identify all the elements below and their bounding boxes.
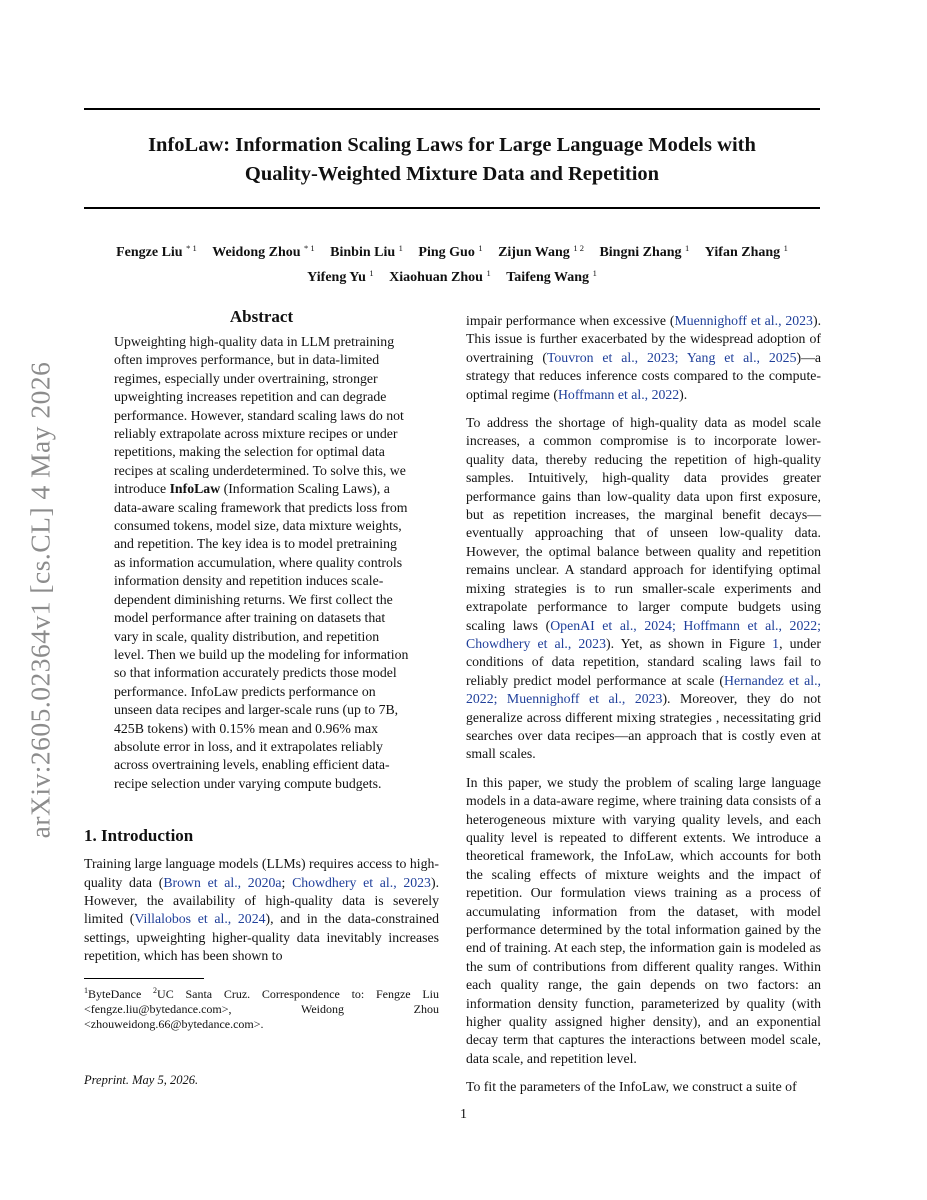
footnote-rule <box>84 978 204 979</box>
citation-link[interactable]: OpenAI et al., 2024; Hoffmann et al., 2022; Chowdhery et al., 2023 <box>466 617 821 651</box>
author: Binbin Liu $^1$ <box>330 243 403 260</box>
citation-link[interactable]: Chowdhery et al., 2023 <box>292 874 431 890</box>
body-paragraph: To address the shortage of high-quality data as model scale increases, a common compromise is to incorporate lower-quality data, thereby reducing the repetition of high-quality samples. Intuitively, high-quality data provides greater performance gains than low-quality data upon first exposure, but as repetition increases, the marginal benefit decays—eventually approaching that of unseen low-quality data. However, the optimal balance between quality and repetition remains unclear. A standard approach for identifying optimal mixing strategies is to run smaller-scale experiments and extrapolate performance to larger compute budgets using scaling laws (OpenAI et al., 2024; Hoffmann et al., 2022; Chowdhery et al., 2023). Yet, as shown in Figure 1, under conditions of data repetition, standard scaling laws fail to reliably predict model performance at scale (Hernandez et al., 2022; Muennighoff et al., 2023). Moreover, they do not generalize across different mixing strategies , necessitating grid searches over data recipes—an approach that is costly even at small scales. <box>466 415 822 762</box>
citation-link[interactable]: Hernandez et al., 2022; Muennighoff et al., 2023 <box>466 672 821 707</box>
title-line-2: Quality-Weighted Mixture Data and Repetition <box>244 163 660 185</box>
citation-link[interactable]: Villalobos et al., 2024 <box>134 911 266 927</box>
body-paragraph: To fit the parameters of the InfoLaw, we construct a suite of <box>466 1079 797 1095</box>
intro-paragraph: Training large language models (LLMs) requires access to high-quality data (Brown et al., 2020a; Chowdhery et al., 2023). However, the availability of high-quality data is severely limited (Villalobos et al., 2024), and in the data-constrained settings, upweighting higher-quality data inevitably increases repetition, which has been shown to <box>84 856 440 964</box>
citation-link[interactable]: Muennighoff et al., 2023 <box>674 313 813 328</box>
abstract-body: Upweighting high-quality data in LLM pretraining often improves performance, but in data-limited regimes, especially under overtraining, stronger upweighting increases repetition and can degrade performance. However, standard scaling laws do not reliably extrapolate across mixture recipes or under repetitions, making the selection for optimal data recipes at scaling underdetermined. To solve this, we introduce InfoLaw (Information Scaling Laws), a data-aware scaling framework that predicts loss from consumed tokens, model size, data mixture weights, and repetition. The key idea is to model pretraining as information accumulation, where quality controls information density and repetition induces scale-dependent diminishing returns. We first collect the model performance after training on datasets that vary in scale, quality distribution, and repetition level. Then we build up the modeling for information so that information accurately predicts those model performance. InfoLaw predicts performance on unseen data recipes and larger-scale runs (up to 7B, 425B tokens) with 0.15% mean and 0.96% max absolute error in loss, and it extrapolates reliably across overtraining levels, enabling efficient data-recipe selection under varying compute budgets. <box>114 334 409 791</box>
right-column <box>466 312 821 1107</box>
citation-link[interactable]: Hoffmann et al., 2022 <box>557 386 680 402</box>
preprint-note: Preprint. May 5, 2026. <box>84 1073 199 1087</box>
author-list <box>84 238 820 288</box>
author-line-1 <box>84 238 820 263</box>
author-line-2 <box>84 263 820 288</box>
author: Taifeng Wang $^1$ <box>506 268 597 285</box>
left-column <box>84 306 439 1032</box>
author: Yifeng Yu $^1$ <box>307 268 374 285</box>
arxiv-stamp-text: arXiv:2605.02364v1 [cs.CL] 4 May 2026 <box>24 361 55 839</box>
title-top-rule <box>84 108 820 110</box>
citation-link[interactable]: Touvron et al., 2023; Yang et al., 2025 <box>546 349 797 365</box>
author: Yifan Zhang $^1$ <box>704 243 788 260</box>
author: Bingni Zhang $^1$ <box>599 243 690 260</box>
body-paragraph: impair performance when excessive (Muennighoff et al., 2023). This issue is further exacerbated by the widespread adoption of overtraining (Touvron et al., 2023; Yang et al., 2025)—a strategy that reduces inference costs compared to the compute-optimal regime (Hoffmann et al., 2022). <box>466 313 822 402</box>
abstract-heading: Abstract <box>229 307 294 326</box>
author: Xiaohuan Zhou $^1$ <box>389 268 491 285</box>
author: Weidong Zhou $^{* 1}$ <box>212 243 315 260</box>
author: Fengze Liu $^{* 1}$ <box>116 243 197 260</box>
citation-link[interactable]: Brown et al., 2020a <box>163 874 282 890</box>
affiliation-footnote: $^1$ByteDance $^2$UC Santa Cruz. Correspondence to: Fengze Liu <fengze.liu@bytedance.com>, Weidong Zhou <zhouweidong.66@bytedance.com>. <box>84 985 439 1031</box>
body-paragraph: In this paper, we study the problem of scaling large language models in a data-aware regime, where training data consists of a heterogeneous mixture with varying quality levels, and each quality level is repeated to different extents. We introduce a theoretical framework, the InfoLaw, which accounts for both the scaling effects of mixture weights and the impact of repetition. Our formulation views training as a process of accumulating information from the dataset, with model performance determined by the total information gained by the end of training. At each step, the information gain is modeled as the sum of contributions from different quality ranges. Within each quality range, the gain depends on two factors: an information density function, parameterized by quality (with higher quality assigned higher density), and an exponential decay term that captures the interactions between model scale, data scale, and repetition level. <box>466 774 821 1066</box>
arxiv-stamp <box>20 335 60 865</box>
section-heading-introduction: 1. Introduction <box>84 826 194 846</box>
author: Ping Guo $^1$ <box>418 243 483 260</box>
paper-title <box>84 131 820 189</box>
author: Zijun Wang $^{1 2}$ <box>498 243 584 260</box>
page-number: 1 <box>460 1107 467 1122</box>
figure-ref-link[interactable]: 1 <box>772 635 780 651</box>
title-bottom-rule <box>84 207 820 209</box>
infolaw-term: InfoLaw <box>169 481 221 497</box>
title-line-1: InfoLaw: Information Scaling Laws for Large Language Models with <box>148 134 756 156</box>
